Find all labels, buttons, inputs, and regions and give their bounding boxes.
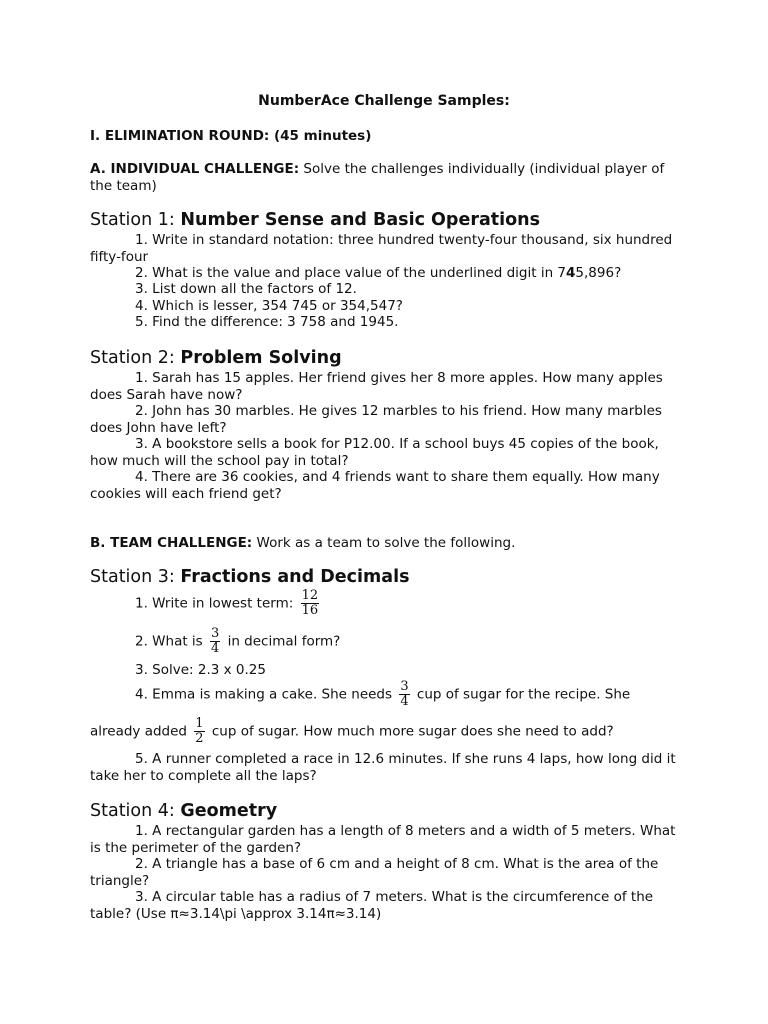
station-3-item-4-text-d: cup of sugar. How much more sugar does she need to add? — [207, 723, 614, 740]
team-challenge — [90, 535, 685, 552]
station-2-name: Problem Solving — [180, 348, 342, 368]
station-1-heading — [90, 209, 540, 231]
station-3-heading — [90, 566, 410, 588]
individual-challenge — [90, 161, 685, 194]
fraction-denominator: 16 — [301, 603, 319, 618]
station-4-item-1: 1. A rectangular garden has a length of 8 meters and a width of 5 meters. What is the perimeter of the garden? — [90, 823, 676, 856]
station-1-item-4: 4. Which is lesser, 354 745 or 354,547? — [135, 298, 403, 314]
station-4-prefix: Station 4: — [90, 801, 181, 821]
station-3-item-5: 5. A runner completed a race in 12.6 minutes. If she runs 4 laps, how long did it take her to complete all the laps? — [90, 751, 676, 784]
fraction-denominator: 2 — [195, 731, 204, 746]
page-title: NumberAce Challenge Samples: — [258, 93, 510, 109]
station-2-item-3: 3. A bookstore sells a book for P12.00. If a school buys 45 copies of the book, how much will the school pay in total? — [90, 436, 659, 469]
station-1-item-5: 5. Find the difference: 3 758 and 1945. — [135, 314, 399, 330]
station-3-item-1-text: 1. Write in lowest term: — [135, 595, 298, 612]
station-3-name: Fractions and Decimals — [180, 567, 410, 587]
fraction-numerator: 12 — [301, 588, 319, 603]
fraction-denominator: 4 — [211, 641, 220, 656]
station-2-item-2: 2. John has 30 marbles. He gives 12 marbles to his friend. How many marbles does John have left? — [90, 403, 662, 436]
station-3-item-4-text-c: already added — [90, 723, 192, 740]
fraction-1-2 — [194, 717, 204, 746]
station-2-prefix: Station 2: — [90, 348, 181, 368]
station-2-item-4: 4. There are 36 cookies, and 4 friends want to share them equally. How many cookies will each friend get? — [90, 469, 660, 502]
station-3-item-2-text-b: in decimal form? — [223, 633, 341, 650]
station-3-item-4-text-b: cup of sugar for the recipe. She — [412, 686, 631, 703]
station-4-heading — [90, 800, 277, 822]
underlined-digit: 4 — [566, 265, 576, 281]
station-3-item-4-cont — [90, 717, 685, 746]
station-3-item-1 — [135, 589, 322, 618]
station-4-item-3: 3. A circular table has a radius of 7 meters. What is the circumference of the table? (Use π≈3.14\pi \approx 3.14π≈3.14) — [90, 889, 654, 922]
fraction-numerator: 1 — [195, 716, 204, 731]
station-1-item-2 — [90, 265, 680, 282]
station-3-item-3: 3. Solve: 2.3 x 0.25 — [135, 662, 266, 678]
station-3-item-4-text-a: 4. Emma is making a cake. She needs — [135, 686, 397, 703]
station-4-item-2: 2. A triangle has a base of 6 cm and a height of 8 cm. What is the area of the triangle? — [90, 856, 659, 889]
round-heading: I. ELIMINATION ROUND: (45 minutes) — [90, 128, 372, 144]
station-2-heading — [90, 347, 342, 369]
station-1-name: Number Sense and Basic Operations — [180, 210, 541, 230]
station-1-item-2-tail: 5,896? — [575, 265, 622, 281]
fraction-denominator: 4 — [400, 694, 409, 709]
station-3-prefix: Station 3: — [90, 567, 181, 587]
fraction-numerator: 3 — [211, 626, 220, 641]
individual-text: Solve the challenges individually (individual player of the team) — [90, 161, 665, 194]
fraction-numerator: 3 — [400, 679, 409, 694]
fraction-3-4 — [210, 627, 220, 656]
station-3-item-2-text-a: 2. What is — [135, 633, 208, 650]
team-text: Work as a team to solve the following. — [252, 535, 516, 551]
station-2-item-1: 1. Sarah has 15 apples. Her friend gives her 8 more apples. How many apples does Sarah have now? — [90, 370, 663, 403]
station-1-prefix: Station 1: — [90, 210, 181, 230]
station-3-item-2 — [135, 627, 340, 656]
fraction-3-4 — [399, 680, 409, 709]
team-label: B. TEAM CHALLENGE: — [90, 535, 253, 551]
fraction-12-16 — [301, 589, 320, 618]
station-1-item-1: 1. Write in standard notation: three hundred twenty-four thousand, six hundred fifty-four — [90, 232, 673, 265]
station-4-name: Geometry — [180, 801, 278, 821]
station-1-item-2-text: 2. What is the value and place value of the underlined digit in 7 — [135, 265, 567, 281]
individual-label: A. INDIVIDUAL CHALLENGE: — [90, 161, 300, 177]
station-1-item-3: 3. List down all the factors of 12. — [135, 281, 357, 297]
station-3-item-4 — [135, 680, 630, 709]
